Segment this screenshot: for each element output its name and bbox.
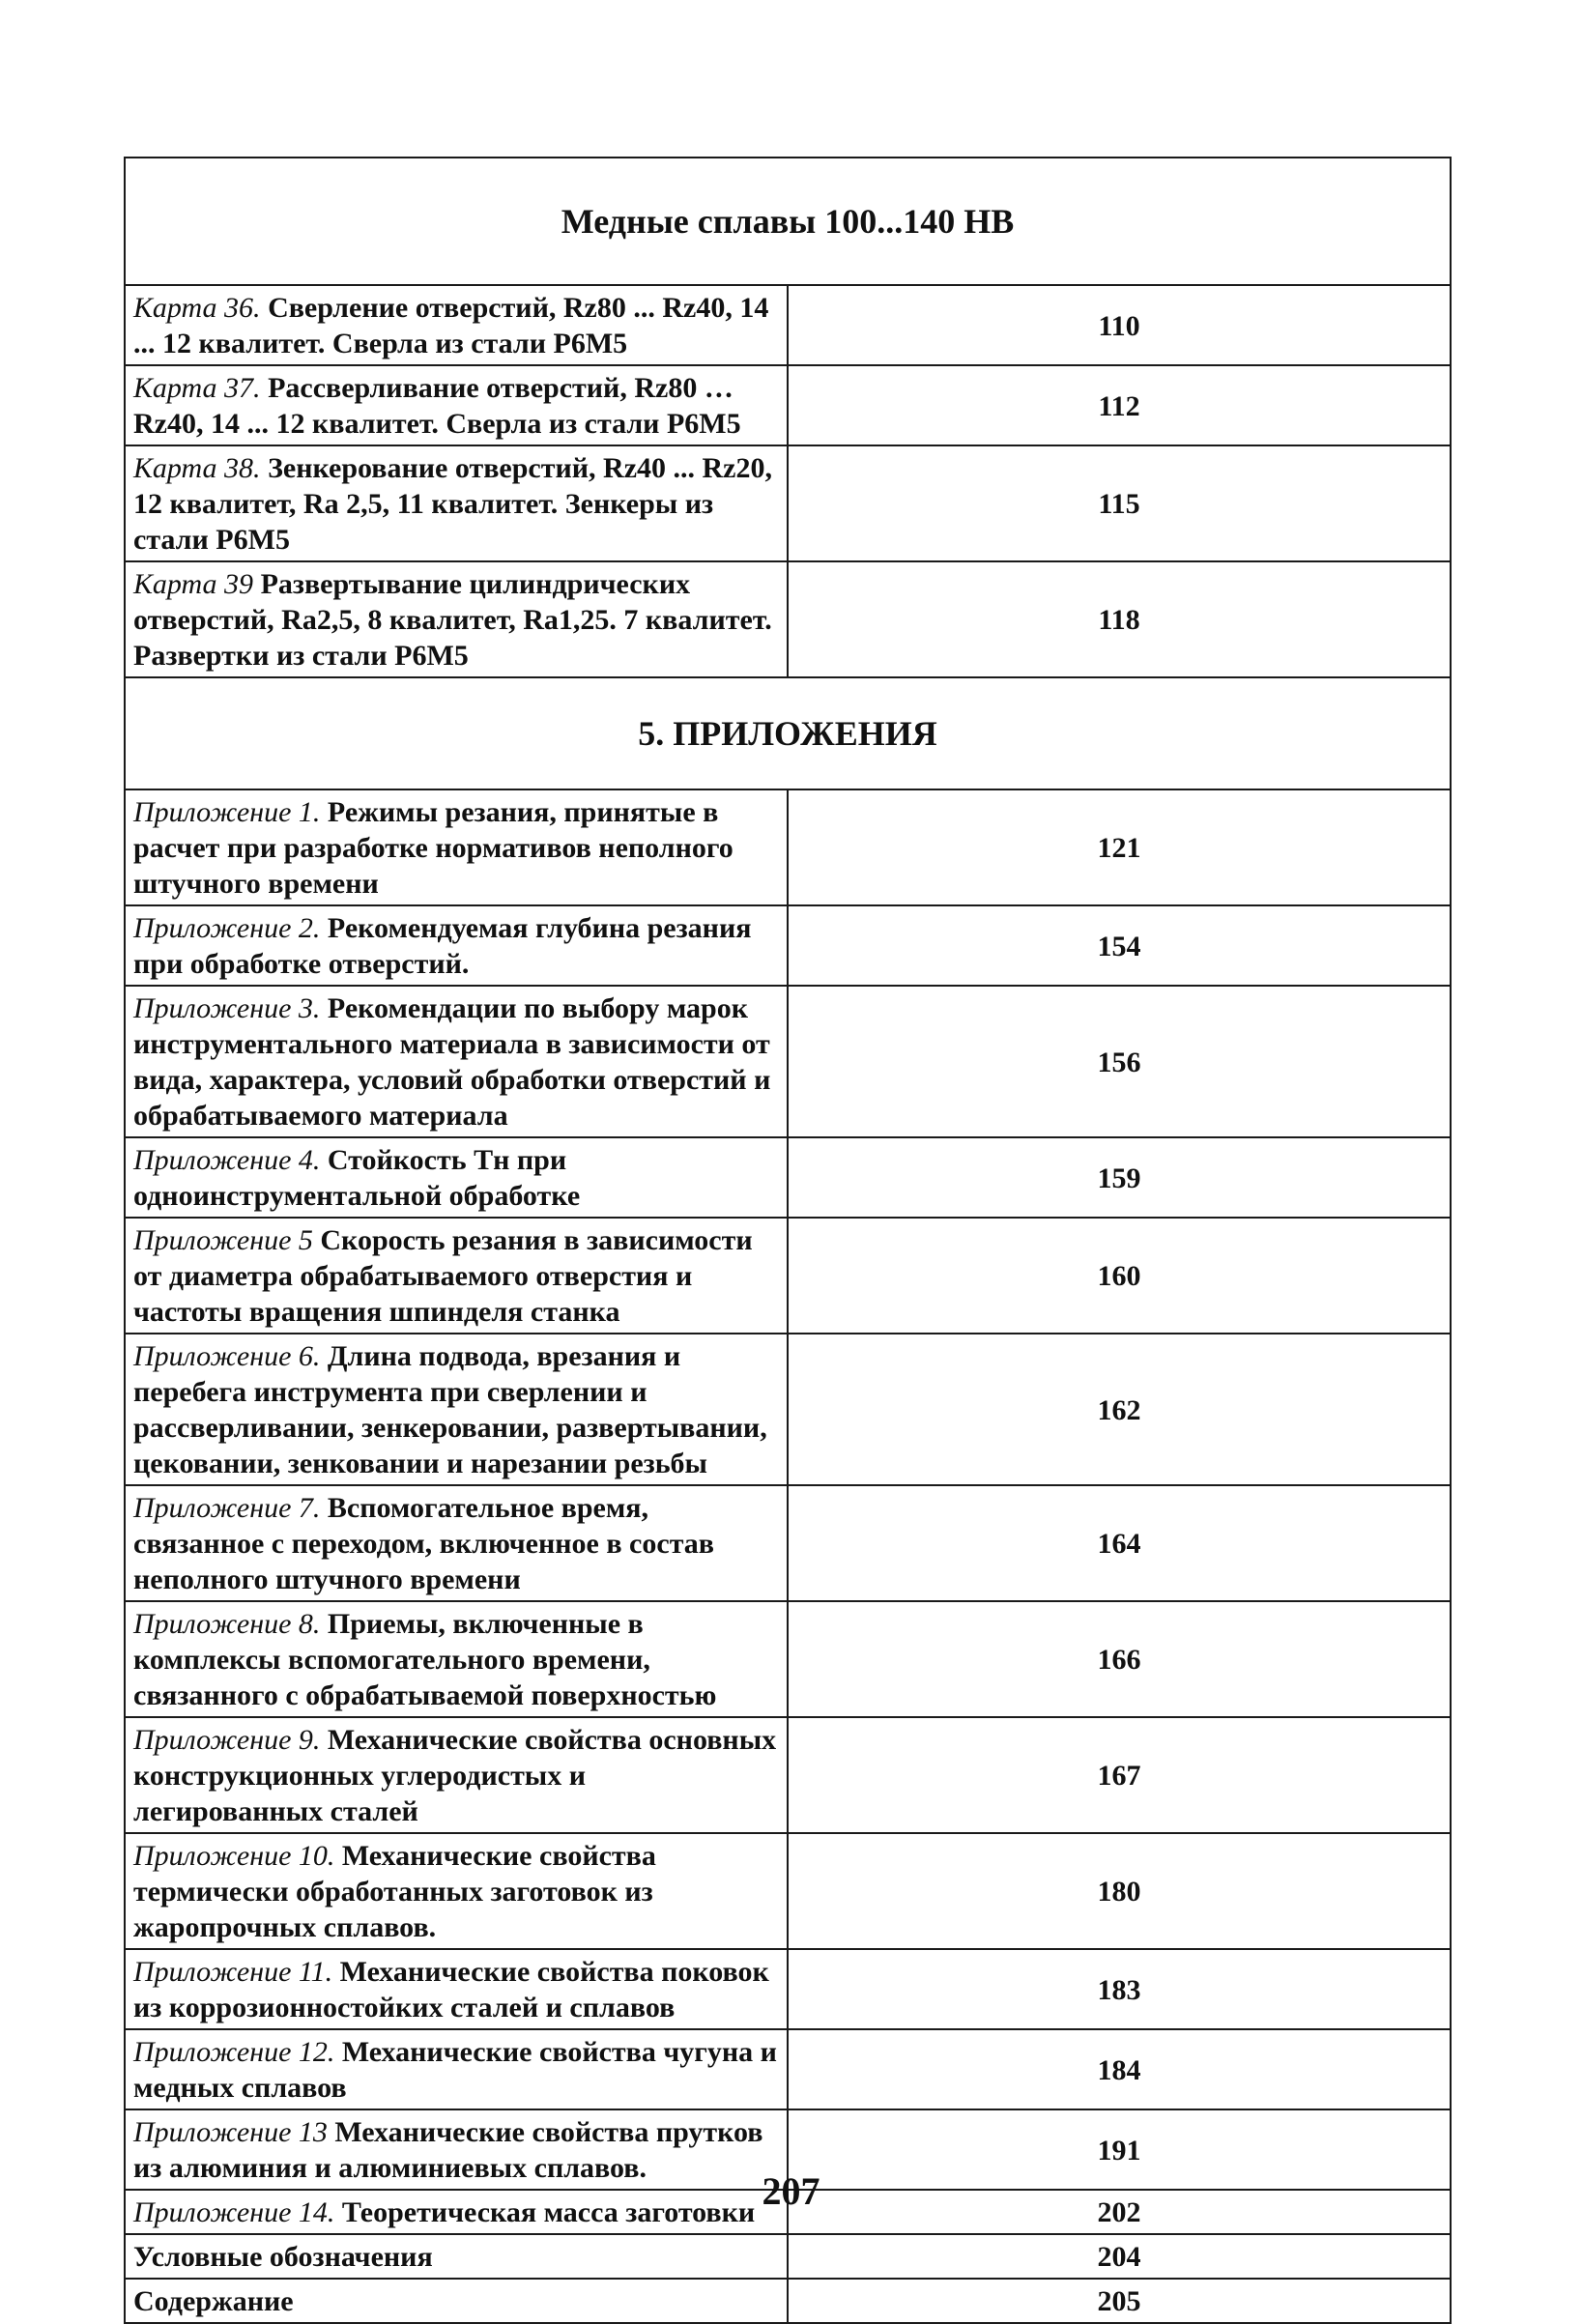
toc-entry-text: Механические свойства прутков из алюминия и алюминиевых сплавов. xyxy=(133,2116,763,2184)
toc-page-number: 204 xyxy=(788,2234,1451,2279)
toc-row xyxy=(125,789,1451,905)
toc-row xyxy=(125,1334,1451,1485)
toc-page-number: 154 xyxy=(788,905,1451,986)
toc-page-number: 121 xyxy=(788,789,1451,905)
toc-page-number: 164 xyxy=(788,1485,1451,1601)
toc-entry-label: Приложение 4. xyxy=(133,1144,321,1176)
toc-row xyxy=(125,561,1451,677)
toc-row xyxy=(125,1218,1451,1334)
toc-page-number: 160 xyxy=(788,1218,1451,1334)
toc-entry-contents[interactable]: Содержание xyxy=(125,2279,788,2323)
toc-entry-label: Приложение 1. xyxy=(133,796,321,828)
toc-entry[interactable] xyxy=(125,1137,788,1218)
toc-row xyxy=(125,1833,1451,1949)
toc-entry[interactable] xyxy=(125,445,788,561)
toc-entry[interactable] xyxy=(125,905,788,986)
toc-page-number: 156 xyxy=(788,986,1451,1137)
toc-row xyxy=(125,2029,1451,2109)
toc-entry-label: Карта 38. xyxy=(133,452,261,484)
toc-entry[interactable] xyxy=(125,1949,788,2029)
toc-entry-label: Приложение 8. xyxy=(133,1608,321,1640)
toc-entry[interactable] xyxy=(125,2029,788,2109)
toc-entry-label: Карта 36. xyxy=(133,292,261,324)
toc-page-number: 184 xyxy=(788,2029,1451,2109)
toc-row xyxy=(125,285,1451,365)
toc-entry[interactable] xyxy=(125,1334,788,1485)
toc-entry-label: Приложение 5 xyxy=(133,1224,313,1256)
toc-entry-text: Скорость резания в зависимости от диаметра обрабатываемого отверстия и частоты вращения шпинделя станка xyxy=(133,1224,753,1328)
section-title: Медные сплавы 100...140 НВ xyxy=(125,158,1451,285)
toc-row xyxy=(125,1717,1451,1833)
toc-entry-label: Приложение 3. xyxy=(133,992,321,1024)
contents-table-container xyxy=(124,157,1452,2324)
toc-row xyxy=(125,1137,1451,1218)
toc-entry-label: Приложение 9. xyxy=(133,1724,321,1756)
toc-entry[interactable] xyxy=(125,365,788,445)
toc-entry-text: Теоретическая масса заготовки xyxy=(334,2196,756,2228)
toc-entry-label: Приложение 2. xyxy=(133,912,321,944)
toc-entry[interactable] xyxy=(125,1601,788,1717)
contents-table xyxy=(124,157,1452,2324)
toc-row xyxy=(125,986,1451,1137)
toc-entry-text: Сверление отверстий, Rz80 ... Rz40, 14 ... 12 квалитет. Сверла из стали Р6М5 xyxy=(133,292,769,359)
toc-entry[interactable] xyxy=(125,1485,788,1601)
toc-page-number: 166 xyxy=(788,1601,1451,1717)
toc-entry-text: Развертывание цилиндрических отверстий, Ra2,5, 8 квалитет, Ra1,25. 7 квалитет. Развертки из стали Р6М5 xyxy=(133,568,772,672)
toc-entry[interactable] xyxy=(125,1717,788,1833)
toc-page-number: 167 xyxy=(788,1717,1451,1833)
toc-entry-text: Рекомендуемая глубина резания при обработке отверстий. xyxy=(133,912,752,980)
toc-page-number: 180 xyxy=(788,1833,1451,1949)
toc-row xyxy=(125,905,1451,986)
toc-entry[interactable] xyxy=(125,789,788,905)
toc-entry-text: Механические свойства термически обработанных заготовок из жаропрочных сплавов. xyxy=(133,1840,656,1943)
section-header-row xyxy=(125,677,1451,789)
toc-entry[interactable] xyxy=(125,561,788,677)
toc-entry[interactable] xyxy=(125,986,788,1137)
toc-row xyxy=(125,445,1451,561)
toc-row xyxy=(125,365,1451,445)
toc-entry-label: Приложение 10. xyxy=(133,1840,335,1872)
toc-page-number: 110 xyxy=(788,285,1451,365)
toc-page-number: 183 xyxy=(788,1949,1451,2029)
toc-page-number: 159 xyxy=(788,1137,1451,1218)
toc-row xyxy=(125,2279,1451,2323)
toc-entry-text: Механические свойства поковок из коррозионностойких сталей и сплавов xyxy=(133,1956,769,2023)
toc-page-number: 205 xyxy=(788,2279,1451,2323)
toc-entry-label: Карта 37. xyxy=(133,372,261,404)
toc-row xyxy=(125,1485,1451,1601)
toc-row xyxy=(125,1601,1451,1717)
toc-entry-label: Приложение 11. xyxy=(133,1956,333,1988)
toc-entry-text: Зенкерование отверстий, Rz40 ... Rz20, 12 квалитет, Ra 2,5, 11 квалитет. Зенкеры из стали Р6М5 xyxy=(133,452,773,556)
toc-entry-text: Стойкость Тн при одноинструментальной обработке xyxy=(133,1144,581,1212)
toc-entry[interactable] xyxy=(125,1833,788,1949)
section-title: 5. ПРИЛОЖЕНИЯ xyxy=(125,677,1451,789)
toc-entry-label: Приложение 13 xyxy=(133,2116,328,2148)
toc-entry-symbols[interactable]: Условные обозначения xyxy=(125,2234,788,2279)
toc-entry[interactable] xyxy=(125,1218,788,1334)
toc-entry-text: Длина подвода, врезания и перебега инструмента при сверлении и рассверливании, зенкеровании, развертывании, цековании, зенковании и нарезании резьбы xyxy=(133,1340,767,1479)
toc-entry-label: Приложение 14. xyxy=(133,2196,335,2228)
toc-entry-label: Приложение 6. xyxy=(133,1340,321,1372)
toc-page-number: 202 xyxy=(788,2190,1451,2234)
toc-page-number: 115 xyxy=(788,445,1451,561)
toc-row xyxy=(125,1949,1451,2029)
section-header-row xyxy=(125,158,1451,285)
toc-entry-label: Карта 39 xyxy=(133,568,254,600)
toc-entry-text: Механические свойства основных конструкционных углеродистых и легированных сталей xyxy=(133,1724,777,1827)
toc-entry-text: Рассверливание отверстий, Rz80 … Rz40, 14 ... 12 квалитет. Сверла из стали Р6М5 xyxy=(133,372,741,440)
toc-entry-text: Механические свойства чугуна и медных сплавов xyxy=(133,2036,777,2104)
toc-entry-label: Приложение 12. xyxy=(133,2036,335,2068)
toc-entry-label: Приложение 7. xyxy=(133,1492,321,1524)
toc-entry-text: Приемы, включенные в комплексы вспомогательного времени, связанного с обрабатываемой поверхностью xyxy=(133,1608,717,1711)
toc-page-number: 162 xyxy=(788,1334,1451,1485)
toc-page-number: 191 xyxy=(788,2109,1451,2190)
toc-row xyxy=(125,2234,1451,2279)
toc-entry-text: Вспомогательное время, связанное с переходом, включенное в состав неполного штучного времени xyxy=(133,1492,714,1595)
toc-entry-text: Режимы резания, принятые в расчет при разработке нормативов неполного штучного времени xyxy=(133,796,733,900)
toc-entry[interactable] xyxy=(125,285,788,365)
toc-entry-text: Рекомендации по выбору марок инструментального материала в зависимости от вида, характера, условий обработки отверстий и обрабатываемого материала xyxy=(133,992,771,1132)
toc-page-number: 112 xyxy=(788,365,1451,445)
toc-page-number: 118 xyxy=(788,561,1451,677)
page-number: 207 xyxy=(762,2169,820,2213)
